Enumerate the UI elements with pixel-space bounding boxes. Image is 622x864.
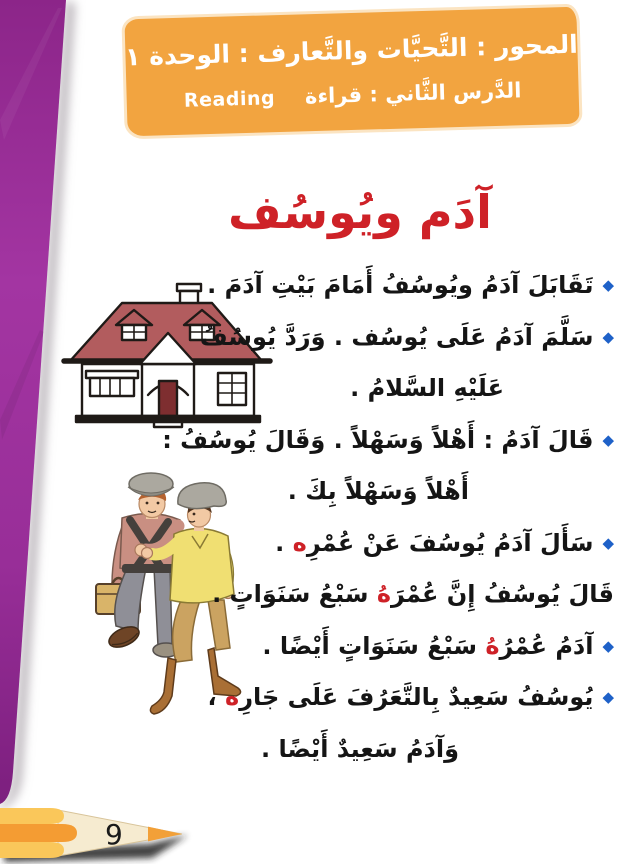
lesson-subtitle-row [184,74,522,117]
pencil-stripe-middle [0,824,77,842]
passage-text: تَقَابَلَ آدَمُ ويُوسُفُ أَمَامَ بَيْتِ آدَمَ . [207,271,594,299]
diamond-bullet-icon: ◆ [602,636,614,655]
boy-left-standing-leg [154,568,172,646]
passage-text: سَلَّمَ آدَمُ عَلَى يُوسُف . وَرَدَّ يُوسُفُ [199,322,594,351]
passage-line [162,415,614,467]
passage-line [180,312,614,364]
passage-text: أَهْلاً وَسَهْلاً بِكَ . [287,477,469,505]
page-number-pencil [0,804,200,864]
passage-text: ، [207,683,226,711]
passage-text: سَبْعُ سَنَوَاتٍ أَيْضًا . [262,631,486,660]
boy-left [96,473,184,657]
highlighted-letter: هُ [376,580,392,608]
highlighted-letter: ه [292,528,307,557]
page-title: آدَم ويُوسُف [228,185,492,239]
diamond-bullet-icon: ◆ [602,327,614,346]
passage-text: آدَمُ عُمْرُ [499,631,594,660]
passage-text: . [275,528,293,557]
passage-line [180,518,614,570]
passage-line [180,621,614,673]
diamond-bullet-icon: ◆ [602,430,614,449]
passage-line [180,724,614,776]
highlighted-letter: ه [225,683,240,711]
passage-text: سَأَلَ آدَمُ يُوسُفَ عَنْ عُمْرِ [306,528,594,557]
lesson-subtitle-arabic: الدَّرس الثَّاني : قراءة [304,77,522,109]
front-door [159,381,177,416]
boy-right-hand [142,548,153,559]
passage-line [180,260,614,312]
passage-line [180,466,614,518]
pencil-stripe-bottom [0,842,64,858]
lesson-subtitle-english: Reading [183,86,276,112]
passage-text: يُوسُفُ سَعِيدٌ بِالتَّعَرُفَ عَلَى جَارِ [239,683,594,711]
passage-text: سَبْعُ سَنَوَاتٍ . [212,580,377,608]
passage-text: قَالَ آدَمُ : أَهْلاً وَسَهْلاً . وَقَالَ يُوسُفُ : [162,425,594,454]
diamond-bullet-icon: ◆ [602,533,614,552]
passage-text: وَآدَمُ سَعِيدٌ أَيْضًا . [261,734,459,763]
reading-passage [162,260,614,775]
unit-title: المحور : التَّحيَّات والتَّعارف : الوحدة ١ [124,29,579,72]
passage-line [180,672,614,724]
highlighted-letter: هُ [485,631,500,660]
boy-right-forward-boot [150,658,176,714]
passage-text: قَالَ يُوسُفُ إِنَّ عُمْرَ [391,580,614,608]
header-banner [124,7,579,137]
page-number: 9 [105,818,123,851]
diamond-bullet-icon: ◆ [602,276,614,294]
left-window [90,378,134,396]
passage-line [180,569,614,621]
pencil-stripe-top [0,808,64,824]
passage-line [180,363,614,415]
diamond-bullet-icon: ◆ [602,688,614,706]
passage-text: عَلَيْهِ السَّلامُ . [350,374,504,402]
